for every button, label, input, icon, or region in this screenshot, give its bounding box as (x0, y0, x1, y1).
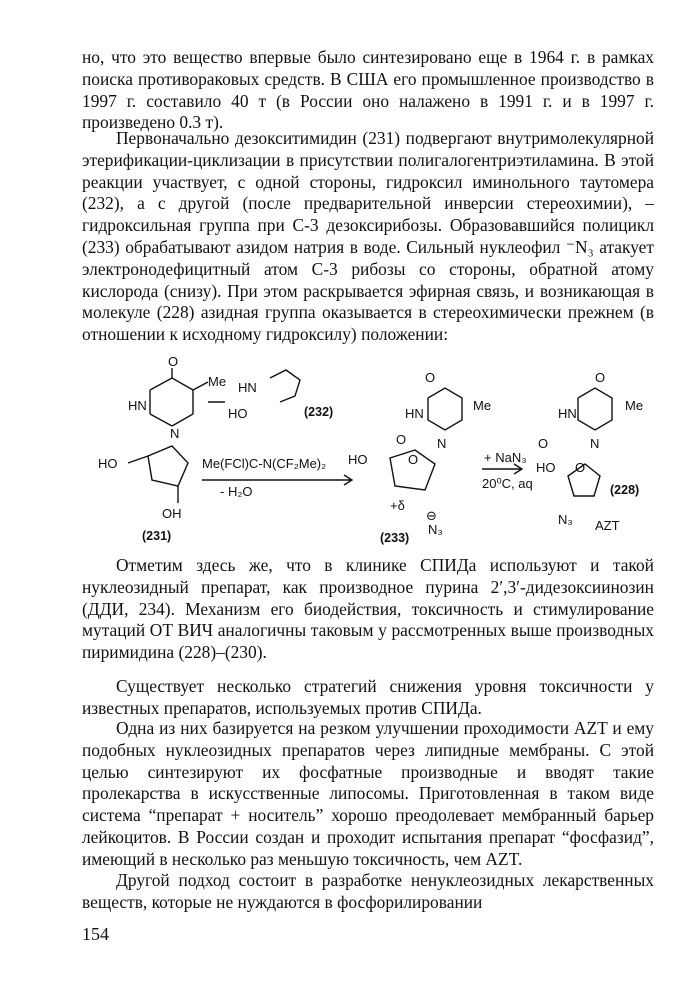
text-me-233: Me (473, 398, 492, 413)
text-hn-228: HN (558, 406, 577, 421)
text-n-228: N (590, 436, 600, 451)
reagent-1: Me(FCl)C-N(CF₂Me)₂ (202, 456, 327, 471)
text-o3-233: O (408, 452, 419, 467)
paragraph-strategies: Существует несколько стратегий снижения уровня токсичности у известных препаратов, используемых против СПИДа. (82, 676, 654, 718)
text-o-233: O (425, 370, 436, 385)
paragraph-liposomes: Одна из них базируется на резком улучшении проходимости AZT и ему подобных нуклеозидных препаратов через липидные мембраны. С этой целью синтезируют их фосфатные производные и вводят такие пролекарства в искусственные липосомы. Приготовленная в таком виде система “препарат + носитель” хорошо преодолевает мембранный барьер лейкоцитов. В России создан и проходит испытания препарат “фосфазид”, имеющий в несколько раз меньшую токсичность, чем AZT. (82, 718, 654, 869)
paragraph-ddi: Отметим здесь же, что в клинике СПИДа используют и такой нуклеозидный препарат, как производное пурина 2′,3′-дидезоксиинозин (ДДИ, 234). Механизм его биодействия, токсичность и стимулирование мутаций ОТ ВИЧ аналогичны таковым у рассмотренных выше производных пиримидина (228)–(230). (82, 555, 654, 663)
structure-233 (348, 370, 491, 545)
paragraph-non-nucleoside: Другой подход состоит в разработке ненуклеозидных лекарственных веществ, которые не нуждаются в фосфорилировании (82, 870, 654, 912)
minus-label: ⊖ (426, 508, 437, 523)
text-hn-233: HN (405, 406, 424, 421)
text-o3-228: O (575, 460, 586, 475)
page-number: 154 (82, 924, 109, 944)
azide-228: N₃ (558, 512, 573, 527)
arrow-2 (482, 450, 533, 491)
text-hn-232: HN (238, 380, 257, 395)
reaction-scheme (90, 354, 650, 550)
azt-label: AZT (595, 518, 620, 533)
text-ho-232: HO (228, 406, 248, 421)
text-o2-228: O (538, 436, 549, 451)
text-o: O (168, 354, 179, 369)
text-ho: HO (98, 456, 118, 471)
text-n: N (170, 426, 180, 441)
label-232: (232) (304, 405, 334, 419)
text-ho-228: HO (536, 460, 556, 475)
text-me: Me (208, 374, 227, 389)
paragraph-reaction-description: Первоначально дезокситимидин (231) подвергают внутримолекулярной этерификации-циклизации в присутствии полигалогентриэтиламина. В этой реакции участвует, с одной стороны, гидроксил иминольного таутомера (232), а с другой (после предварительной инверсии стереохимии), – гидроксильная группа при С-3 дезоксирибозы. Образовавшийся полицикл (233) обрабатывают азидом натрия в воде. Сильный нуклеофил ⁻N₃ атакует электронодефицитный атом С-3 рибозы со стороны, обратной атому кислорода (снизу). При этом раскрывается эфирная связь, и возникающая в молекуле (228) азидная группа оказывается в стереохимически прежнем (в отношении к исходному гидроксилу) положении: (82, 128, 654, 345)
text-oh: OH (162, 506, 182, 521)
reagent-3: + NaN₃ (484, 450, 527, 465)
delta-label: +δ (390, 498, 405, 513)
paragraph-continuation: но, что это вещество впервые было синтезировано еще в 1964 г. в рамках поиска противораковых средств. В США его промышленное производство в 1997 г. составило 40 т (в России оно налажено в 1991 г. и в 1997 г. произведено 0.3 т). (82, 47, 654, 133)
text-hn: HN (128, 398, 147, 413)
text-me-228: Me (625, 398, 644, 413)
text-ho-233: HO (348, 452, 368, 467)
label-233: (233) (380, 531, 410, 545)
structure-232 (208, 370, 333, 421)
structure-231 (98, 354, 226, 543)
text-o-228: O (595, 370, 606, 385)
reagent-2: - H₂O (220, 484, 253, 499)
label-231: (231) (142, 529, 172, 543)
structure-228 (536, 370, 643, 533)
reagent-4: 20⁰C, aq (482, 476, 533, 491)
arrow-1 (202, 456, 352, 499)
label-228: (228) (610, 483, 640, 497)
text-n-233: N (437, 436, 447, 451)
azide-233: N₃ (428, 522, 443, 537)
text-o2-233: O (396, 432, 407, 447)
